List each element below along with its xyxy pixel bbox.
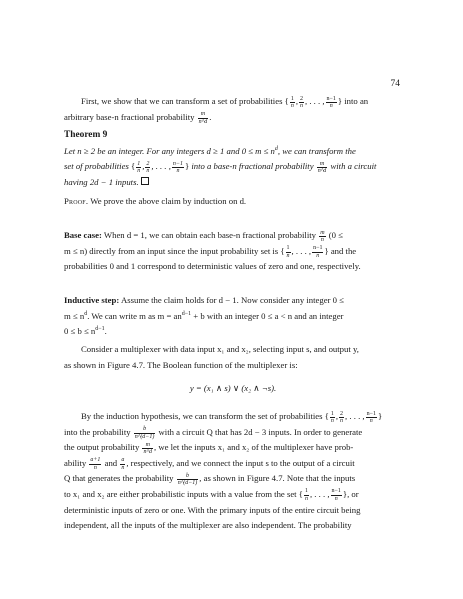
theorem: Theorem 9 Let n ≥ 2 be an integer. For any integers d ≥ 1 and $0 \le m \le n^d$, we can transform the set of probabilities { $\frac{1}{n}$ , $\frac{2}{n}$ , . . . , $\frac{n-1}{n}$ } into a base-n fractional probability $\frac{m}{n\^{}d}$ with a circuit having 2d − 1 inputs. xyxy=(64,128,402,190)
theorem-line-3: having 2d − 1 inputs. xyxy=(64,176,139,187)
base-case-label: Base case: xyxy=(64,230,102,240)
qed-box-icon xyxy=(141,177,149,185)
base-case-paragraph: Base case: When d = 1, we can obtain each base-n fractional probability $\frac{m}{n}$ (0 ≤ m ≤ n) directly from an input since the input probability set is { $\frac{1}{n}$ , . . . , $\frac{n-1}{n}$ } and the probabilities 0 and 1 correspond to deterministic values of zero and one, respectively. xyxy=(64,229,361,272)
set-open-brace: { xyxy=(284,96,289,106)
theorem-line-2: set of probabilities xyxy=(64,161,129,172)
fraction-1-over-n: $\frac{1}{n}$ xyxy=(290,95,294,109)
multiplexer-paragraph: Consider a multiplexer with data input x₁ and x₂, selecting input s, and output y, as shown in Figure 4.7. The Boolean function of the multiplexer is: y = (x₁ ∧ s) ∨ (x₂ ∧ ¬s). xyxy=(64,342,402,397)
proof-text: We prove the above claim by induction on d. xyxy=(90,196,247,206)
intro-line-2: arbitrary base-n fractional probability xyxy=(64,111,195,122)
inductive-step-label: Inductive step: xyxy=(64,295,120,305)
fraction-m-over-nd: $\frac{m}{n\^{}d}$ xyxy=(198,111,208,125)
induction-paragraph: By the induction hypothesis, we can transform the set of probabilities { $\frac{1}{n}$ , $\frac{2}{n}$ , . . . , $\frac{n-1}{n}$ } into the probability $\frac{b}{n\^{}(d-1)}$ with a circuit Q that has 2d − 3 inputs. In order to generate the output probability $\frac{m}{n\^{}d}$ , we let the inputs x₁ and x₂ of the multiplexer have prob- ability $\frac{a+1}{n}$ and $\frac{a}{n}$ , respectively, and we connect the input s to the output of a circuit Q that generates the probability $\frac{b}{n\^{}(d-1)}$ , as shown in Figure 4.7. Note that the inputs to x₁ and x₂ are either probabilistic inputs with a value from the set { $\frac{1}{n}$ , . . . , $\frac{n-1}{n}$ }, or deterministic inputs of zero or one. With the primary inputs of the entire circuit being independent, all the inputs of the multiplexer are also independent. The probability xyxy=(64,410,383,531)
page-number: 74 xyxy=(390,79,400,89)
inductive-step-paragraph: Inductive step: Assume the claim holds for d − 1. Now consider any integer 0 ≤ $m \le n^d$. We can write m as $m = an^{d-1} + b$ with an integer 0 ≤ a < n and an integer $0 \le b \le n^{d-1}$. xyxy=(64,295,344,337)
fraction-n-1-over-n: $\frac{n-1}{n}$ xyxy=(326,95,336,109)
intro-line-1-end: into an xyxy=(344,96,369,106)
theorem-title: Theorem 9 xyxy=(64,130,108,140)
intro-paragraph: First, we show that we can transform a set of probabilities { $\frac{1}{n}$ , $\frac{2}{n}$ , . . . , $\frac{n-1}{n}$ } into an arbitrary base-n fractional probability $\frac{m}{n\^{}d}$ . xyxy=(64,95,369,125)
boolean-equation: y = (x₁ ∧ s) ∨ (x₂ ∧ ¬s). xyxy=(189,383,277,394)
proof-paragraph xyxy=(64,194,402,210)
set-close-brace: } xyxy=(337,96,343,106)
intro-line-1: First, we show that we can transform a set of probabilities xyxy=(81,96,283,106)
proof-label: Proof. xyxy=(64,196,89,206)
theorem-line-1: Let n ≥ 2 be an integer. For any integers d ≥ 1 and 0 ≤ m ≤ n xyxy=(64,145,275,156)
fraction-2-over-n: $\frac{2}{n}$ xyxy=(299,95,303,109)
